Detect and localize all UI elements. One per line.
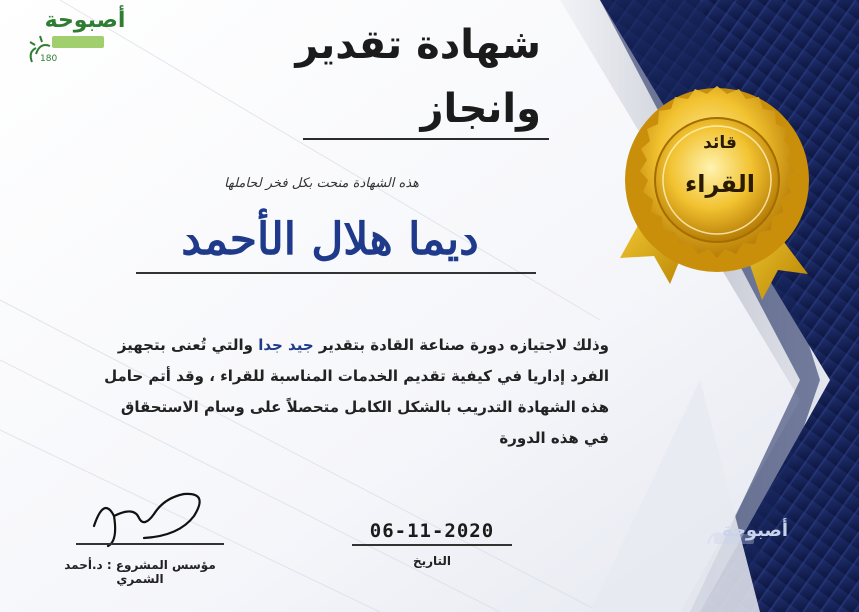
certificate-subtitle: هذه الشهادة منحت بكل فخر لحاملها [224,176,419,191]
date-label: التاريخ [412,554,452,568]
title-divider [303,138,549,140]
certificate-body [29,330,609,454]
logo-number: 180 [40,54,58,64]
body-line-2: الفرد إداريا في كيفية تقديم الخدمات المناسبة للقراء ، وقد أتم حامل [104,367,609,385]
recipient-underline [136,272,536,274]
date-line [352,544,512,546]
signature-line [76,543,224,545]
recipient-name: ديما هلال الأحمد [181,214,479,265]
medal-text-line-1: قائد [703,133,737,153]
body-line-1-suffix: والتي تُعنى بتجهيز [117,336,259,354]
certificate-title: شهادة تقدير [295,22,541,68]
grade-text: جيد جدا [258,336,314,354]
body-line-1-prefix: وذلك لاجتيازه دورة صناعة القادة بتقدير [313,336,609,354]
founder-label: مؤسس المشروع : د.أحمد الشمري [64,558,216,586]
date-value: 06-11-2020 [369,520,495,542]
body-line-4: في هذه الدورة [499,429,609,447]
logo-text: أصبوحة [44,8,126,33]
certificate-title-line-2: وانجاز [420,86,541,132]
medal-text-line-2: القراء [685,170,755,198]
watermark-text: أصبوحة [722,520,789,541]
signature-icon [84,486,214,556]
body-line-1 [29,330,609,361]
body-line-3: هذه الشهادة التدريب بالشكل الكامل متحصلاً على وسام الاستحقاق [120,398,609,416]
